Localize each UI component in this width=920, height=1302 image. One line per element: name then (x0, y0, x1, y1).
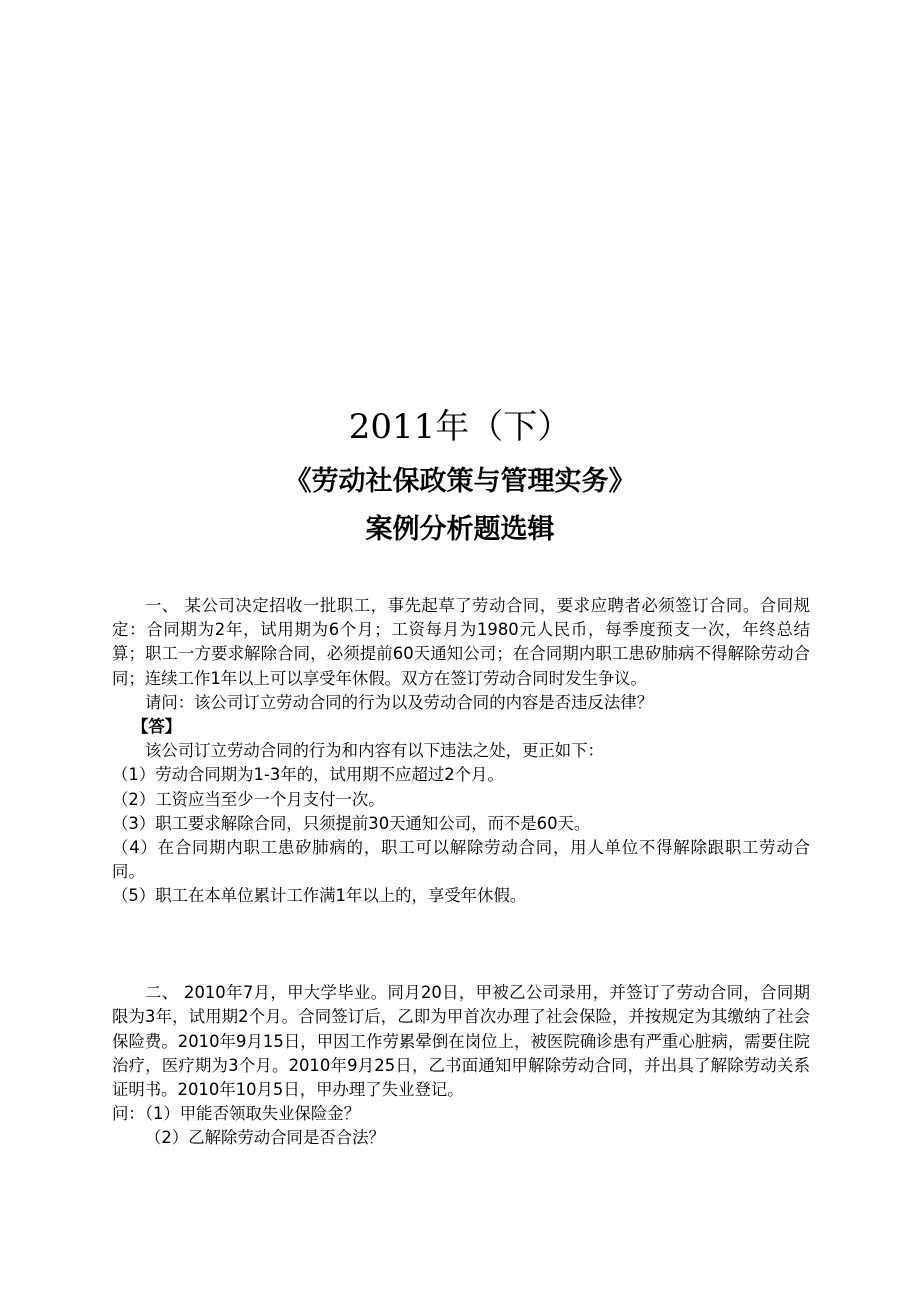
title-sub: 案例分析题选辑 (365, 514, 555, 545)
document-body (112, 594, 810, 1151)
document-title-block (0, 402, 920, 554)
title-year: 2011年（下） (348, 407, 572, 447)
case1-answer-item: （2）工资应当至少一个月支付一次。 (112, 789, 385, 809)
case1-answer-intro: 该公司订立劳动合同的行为和内容有以下违法之处，更正如下： (145, 741, 604, 761)
title-main: 《劳动社保政策与管理实务》 (284, 466, 636, 497)
case2-question-2: （2）乙解除劳动合同是否合法？ (145, 1128, 385, 1148)
case1-answer-item: （3）职工要求解除合同，只须提前30天通知公司，而不是60天。 (112, 813, 591, 833)
case1-paragraph: 一、 某公司决定招收一批职工，事先起草了劳动合同，要求应聘者必须签订合同。合同规定：合同期为2年，试用期为6个月；工资每月为1980元人民币，每季度预支一次，年终总结算；职工一方要求解除合同，必须提前60天通知公司；在合同期内职工患矽肺病不得解除劳动合同；连续工作1年以上可以享受年休假。双方在签订劳动合同时发生争议。 (112, 596, 810, 688)
case2-question-1: 问：（1）甲能否领取失业保险金？ (112, 1104, 361, 1124)
case1-answer-item: （4）在合同期内职工患矽肺病的，职工可以解除劳动合同，用人单位不得解除跟职工劳动合同。 (112, 838, 810, 882)
case1-answer-tag: 【答】 (132, 717, 182, 737)
case1-answer-item: （1）劳动合同期为1-3年的，试用期不应超过2个月。 (112, 765, 504, 785)
case1-question: 请问：该公司订立劳动合同的行为以及劳动合同的内容是否违反法律？ (145, 692, 654, 712)
case2-paragraph: 二、 2010年7月，甲大学毕业。同月20日，甲被乙公司录用，并签订了劳动合同，合同期限为3年，试用期2个月。合同签订后，乙即为甲首次办理了社会保险，并按规定为其缴纳了社会保险费。2010年9月15日，甲因工作劳累晕倒在岗位上，被医院确诊患有严重心脏病，需要住院治疗，医疗期为3个月。2010年9月25日，乙书面通知甲解除劳动合同，并出具了解除劳动关系证明书。2010年10月5日，甲办理了失业登记。 (112, 983, 810, 1100)
section-spacer (112, 909, 810, 982)
case1-answer-item: （5）职工在本单位累计工作满1年以上的，享受年休假。 (112, 886, 527, 906)
